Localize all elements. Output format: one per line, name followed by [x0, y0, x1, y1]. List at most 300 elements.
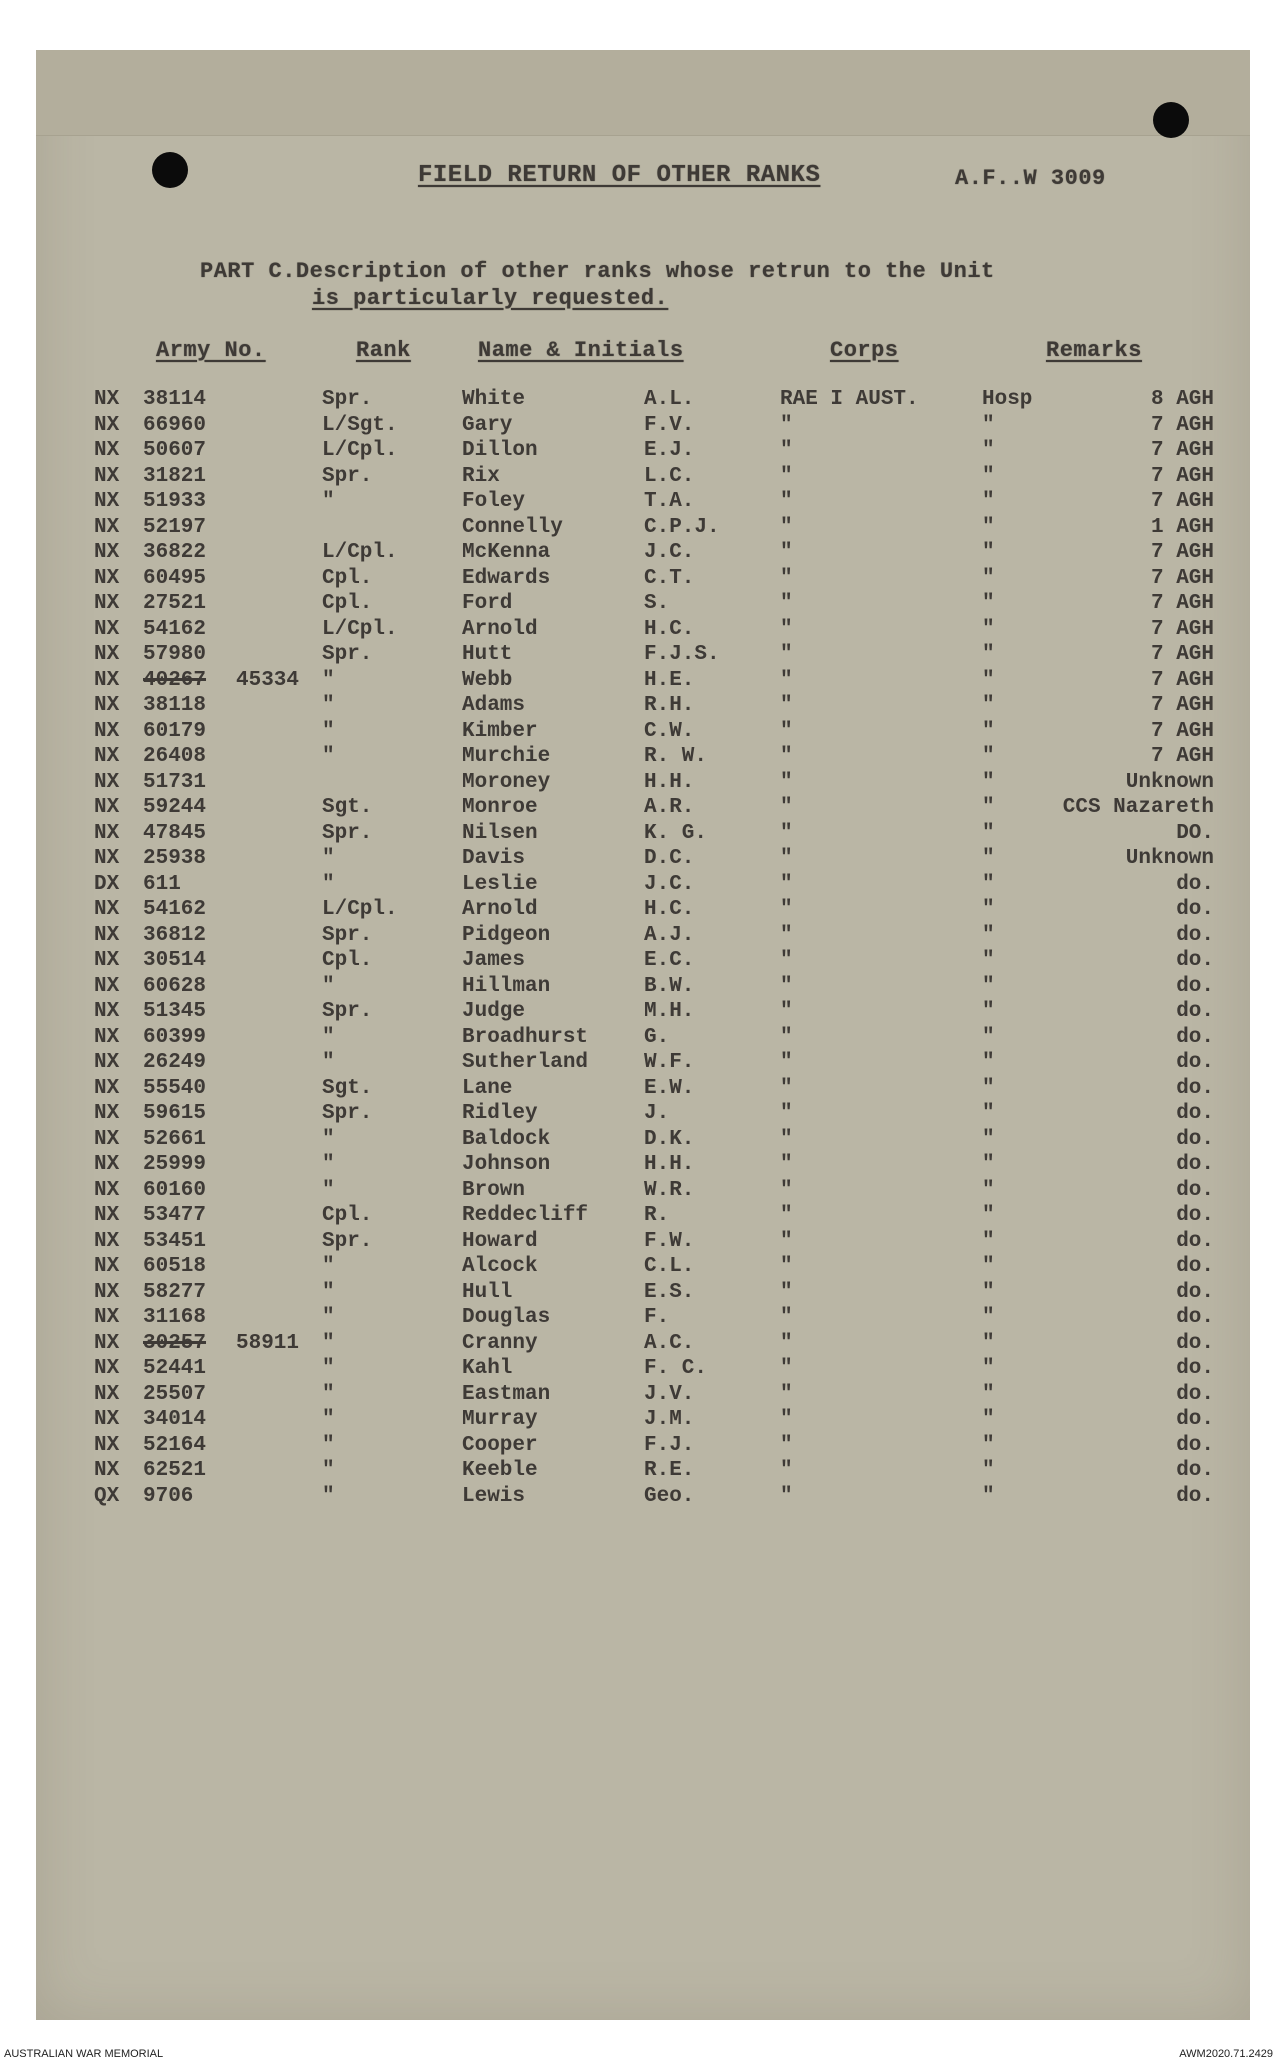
- army-number-cell: 52164: [143, 1433, 207, 1457]
- army-prefix-cell: NX: [94, 1382, 120, 1406]
- remarks-cell: do.: [1176, 1178, 1214, 1202]
- rank-cell: Spr.: [322, 643, 373, 666]
- army-number-cell: 60399: [143, 1025, 207, 1049]
- hospital-cell: ": [982, 872, 995, 896]
- army-number-cell: 51345: [143, 1000, 207, 1023]
- army-number-cell: 54162: [143, 898, 207, 921]
- surname-cell: Brown: [462, 1178, 526, 1202]
- remarks-cell: do.: [1176, 923, 1214, 947]
- table-row: [0, 1128, 1279, 1153]
- surname-cell: Douglas: [462, 1306, 551, 1329]
- army-prefix-cell: NX: [94, 1127, 120, 1151]
- rank-cell: Cpl.: [322, 949, 373, 972]
- rank-cell: Spr.: [322, 1229, 373, 1253]
- initials-cell: H.H.: [644, 770, 695, 794]
- rank-cell: Spr.: [322, 1102, 373, 1125]
- surname-cell: Murray: [462, 1408, 538, 1431]
- initials-cell: B.W.: [644, 974, 695, 998]
- army-prefix-cell: NX: [94, 541, 120, 564]
- surname-cell: Kahl: [462, 1357, 513, 1380]
- table-row: [0, 771, 1279, 796]
- corps-cell: ": [780, 796, 793, 819]
- initials-cell: J.V.: [644, 1382, 695, 1406]
- initials-cell: F.J.S.: [644, 643, 720, 666]
- surname-cell: Cooper: [462, 1433, 538, 1457]
- table-row: [0, 694, 1279, 719]
- hospital-cell: ": [982, 1331, 995, 1355]
- corps-cell: ": [780, 1102, 793, 1125]
- hospital-cell: ": [982, 1459, 995, 1482]
- army-number-cell: 51933: [143, 490, 207, 513]
- remarks-cell: 7 AGH: [1150, 719, 1214, 743]
- initials-cell: T.A.: [644, 490, 695, 513]
- initials-cell: D.K.: [644, 1127, 695, 1151]
- corps-cell: ": [780, 872, 793, 896]
- remarks-cell: 7 AGH: [1150, 566, 1214, 590]
- army-prefix-cell: NX: [94, 974, 120, 998]
- initials-cell: F. C.: [644, 1357, 708, 1380]
- corps-cell: ": [780, 1357, 793, 1380]
- initials-cell: E.J.: [644, 439, 695, 462]
- surname-cell: Pidgeon: [462, 923, 551, 947]
- table-row: [0, 1434, 1279, 1459]
- hospital-cell: ": [982, 1051, 995, 1074]
- rank-cell: Cpl.: [322, 592, 373, 615]
- army-number-cell: 52661: [143, 1127, 207, 1151]
- surname-cell: Ridley: [462, 1102, 538, 1125]
- rank-cell: ": [322, 974, 335, 998]
- corps-cell: ": [780, 1331, 793, 1355]
- army-prefix-cell: NX: [94, 490, 120, 513]
- remarks-cell: do.: [1176, 1484, 1214, 1508]
- remarks-cell: Unknown: [1125, 770, 1214, 794]
- corps-cell: ": [780, 617, 793, 641]
- hospital-cell: ": [982, 617, 995, 641]
- table-row: [0, 643, 1279, 668]
- rank-cell: ": [322, 847, 335, 870]
- army-prefix-cell: NX: [94, 617, 120, 641]
- surname-cell: Kimber: [462, 719, 538, 743]
- initials-cell: E.S.: [644, 1280, 695, 1304]
- rank-cell: ": [322, 1178, 335, 1202]
- initials-cell: H.E.: [644, 668, 695, 692]
- remarks-cell: 8 AGH: [1150, 388, 1214, 411]
- remarks-cell: do.: [1176, 1204, 1214, 1227]
- corps-cell: RAE I AUST.: [780, 388, 919, 411]
- table-row: [0, 618, 1279, 643]
- army-number-cell: 25999: [143, 1153, 207, 1176]
- rank-cell: L/Cpl.: [322, 617, 398, 641]
- corps-cell: ": [780, 515, 793, 539]
- army-number-cell: 25938: [143, 847, 207, 870]
- army-prefix-cell: NX: [94, 719, 120, 743]
- army-prefix-cell: NX: [94, 1204, 120, 1227]
- surname-cell: White: [462, 388, 526, 411]
- hospital-cell: ": [982, 1382, 995, 1406]
- initials-cell: D.C.: [644, 847, 695, 870]
- table-row: [0, 490, 1279, 515]
- table-row: [0, 541, 1279, 566]
- army-prefix-cell: NX: [94, 566, 120, 590]
- army-prefix-cell: NX: [94, 439, 120, 462]
- remarks-cell: do.: [1176, 1331, 1214, 1355]
- army-prefix-cell: NX: [94, 1102, 120, 1125]
- footer-accession-number: AWM2020.71.2429: [1179, 2048, 1273, 2060]
- army-number-cell: 53451: [143, 1229, 207, 1253]
- surname-cell: James: [462, 949, 526, 972]
- army-number-cell: 62521: [143, 1459, 207, 1482]
- rank-cell: Cpl.: [322, 566, 373, 590]
- rank-cell: ": [322, 694, 335, 717]
- corps-cell: ": [780, 1025, 793, 1049]
- rank-cell: ": [322, 872, 335, 896]
- rank-cell: Spr.: [322, 821, 373, 845]
- hospital-cell: ": [982, 668, 995, 692]
- remarks-cell: DO.: [1176, 821, 1214, 845]
- army-prefix-cell: NX: [94, 1178, 120, 1202]
- army-number-cell: 25507: [143, 1382, 207, 1406]
- corps-cell: ": [780, 1127, 793, 1151]
- initials-cell: R. W.: [644, 745, 708, 768]
- initials-cell: A.R.: [644, 796, 695, 819]
- hospital-cell: ": [982, 1076, 995, 1100]
- table-row: [0, 822, 1279, 847]
- surname-cell: Hillman: [462, 974, 551, 998]
- army-number-cell: 36822: [143, 541, 207, 564]
- corps-cell: ": [780, 898, 793, 921]
- rank-cell: L/Cpl.: [322, 541, 398, 564]
- table-row: [0, 1383, 1279, 1408]
- hospital-cell: ": [982, 719, 995, 743]
- initials-cell: R.: [644, 1204, 670, 1227]
- army-number-cell: 60160: [143, 1178, 207, 1202]
- remarks-cell: 7 AGH: [1150, 592, 1214, 615]
- hospital-cell: ": [982, 1306, 995, 1329]
- army-number-cell: 59244: [143, 796, 207, 819]
- rank-cell: Spr.: [322, 1000, 373, 1023]
- army-number-cell: 26249: [143, 1051, 207, 1074]
- surname-cell: Eastman: [462, 1382, 551, 1406]
- initials-cell: A.J.: [644, 923, 695, 947]
- table-row: [0, 1408, 1279, 1433]
- initials-cell: J.C.: [644, 541, 695, 564]
- remarks-cell: 7 AGH: [1150, 439, 1214, 462]
- remarks-cell: do.: [1176, 1382, 1214, 1406]
- hospital-cell: ": [982, 1484, 995, 1508]
- table-row: [0, 745, 1279, 770]
- army-prefix-cell: NX: [94, 694, 120, 717]
- army-prefix-cell: NX: [94, 1255, 120, 1278]
- army-number-cell: 51731: [143, 770, 207, 794]
- army-number-cell: 54162: [143, 617, 207, 641]
- army-prefix-cell: NX: [94, 1051, 120, 1074]
- column-header-rank: Rank: [356, 338, 411, 363]
- rank-cell: ": [322, 1433, 335, 1457]
- rank-cell: L/Cpl.: [322, 439, 398, 462]
- remarks-cell: do.: [1176, 1306, 1214, 1329]
- corps-cell: ": [780, 1000, 793, 1023]
- surname-cell: Moroney: [462, 770, 551, 794]
- rank-cell: ": [322, 1280, 335, 1304]
- hospital-cell: ": [982, 1025, 995, 1049]
- corps-cell: ": [780, 1153, 793, 1176]
- army-number-cell: 47845: [143, 821, 207, 845]
- table-row: [0, 1306, 1279, 1331]
- initials-cell: H.C.: [644, 898, 695, 921]
- rank-cell: ": [322, 1459, 335, 1482]
- corps-cell: ": [780, 1204, 793, 1227]
- corps-cell: ": [780, 643, 793, 666]
- table-row: [0, 1153, 1279, 1178]
- surname-cell: Edwards: [462, 566, 551, 590]
- initials-cell: L.C.: [644, 464, 695, 488]
- rank-cell: Cpl.: [322, 1204, 373, 1227]
- army-number-cell: 60628: [143, 974, 207, 998]
- army-number-cell: 31821: [143, 464, 207, 488]
- part-description-line2: is particularly requested.: [312, 286, 669, 311]
- remarks-cell: 7 AGH: [1150, 464, 1214, 488]
- army-prefix-cell: NX: [94, 1459, 120, 1482]
- initials-cell: J.: [644, 1102, 670, 1125]
- hospital-cell: ": [982, 1178, 995, 1202]
- hospital-cell: ": [982, 439, 995, 462]
- initials-cell: G.: [644, 1025, 670, 1049]
- rank-cell: ": [322, 668, 335, 692]
- hospital-cell: ": [982, 1408, 995, 1431]
- rank-cell: Sgt.: [322, 1076, 373, 1100]
- table-row: [0, 465, 1279, 490]
- army-prefix-cell: NX: [94, 1280, 120, 1304]
- initials-cell: H.C.: [644, 617, 695, 641]
- remarks-cell: do.: [1176, 898, 1214, 921]
- surname-cell: Adams: [462, 694, 526, 717]
- initials-cell: W.R.: [644, 1178, 695, 1202]
- hospital-cell: ": [982, 1433, 995, 1457]
- hospital-cell: ": [982, 847, 995, 870]
- hospital-cell: Hosp: [982, 388, 1033, 411]
- surname-cell: Alcock: [462, 1255, 538, 1278]
- hospital-cell: ": [982, 464, 995, 488]
- army-prefix-cell: NX: [94, 796, 120, 819]
- corps-cell: ": [780, 1433, 793, 1457]
- column-header-corps: Corps: [830, 338, 899, 363]
- table-row: [0, 720, 1279, 745]
- remarks-cell: do.: [1176, 1127, 1214, 1151]
- hospital-cell: ": [982, 643, 995, 666]
- surname-cell: Leslie: [462, 872, 538, 896]
- initials-cell: M.H.: [644, 1000, 695, 1023]
- rank-cell: ": [322, 1484, 335, 1508]
- army-prefix-cell: DX: [94, 872, 120, 896]
- table-row: [0, 1077, 1279, 1102]
- hospital-cell: ": [982, 1153, 995, 1176]
- initials-cell: A.L.: [644, 388, 695, 411]
- army-prefix-cell: NX: [94, 1331, 120, 1355]
- corps-cell: ": [780, 592, 793, 615]
- remarks-cell: 7 AGH: [1150, 668, 1214, 692]
- remarks-cell: 7 AGH: [1150, 745, 1214, 768]
- hospital-cell: ": [982, 694, 995, 717]
- remarks-cell: do.: [1176, 1433, 1214, 1457]
- remarks-cell: do.: [1176, 1076, 1214, 1100]
- table-row: [0, 414, 1279, 439]
- hospital-cell: ": [982, 745, 995, 768]
- surname-cell: Broadhurst: [462, 1025, 589, 1049]
- initials-cell: C.L.: [644, 1255, 695, 1278]
- army-number-cell: 50607: [143, 439, 207, 462]
- table-row: [0, 1230, 1279, 1255]
- remarks-cell: CCS Nazareth: [1062, 796, 1214, 819]
- hospital-cell: ": [982, 949, 995, 972]
- rank-cell: Spr.: [322, 388, 373, 411]
- hospital-cell: ": [982, 796, 995, 819]
- army-number-cell: 60179: [143, 719, 207, 743]
- initials-cell: A.C.: [644, 1331, 695, 1355]
- corps-cell: ": [780, 949, 793, 972]
- hospital-cell: ": [982, 413, 995, 437]
- rank-cell: L/Cpl.: [322, 898, 398, 921]
- hospital-cell: ": [982, 1204, 995, 1227]
- remarks-cell: do.: [1176, 872, 1214, 896]
- army-prefix-cell: NX: [94, 898, 120, 921]
- hospital-cell: ": [982, 1357, 995, 1380]
- army-number-cell: 55540: [143, 1076, 207, 1100]
- army-number-cell: 26408: [143, 745, 207, 768]
- hospital-cell: ": [982, 1280, 995, 1304]
- army-prefix-cell: NX: [94, 643, 120, 666]
- remarks-cell: do.: [1176, 1459, 1214, 1482]
- army-number-cell: 9706: [143, 1484, 194, 1508]
- corps-cell: ": [780, 1255, 793, 1278]
- army-prefix-cell: NX: [94, 770, 120, 794]
- corps-cell: ": [780, 821, 793, 845]
- corps-cell: ": [780, 1459, 793, 1482]
- surname-cell: Hutt: [462, 643, 513, 666]
- corps-cell: ": [780, 566, 793, 590]
- rank-cell: Spr.: [322, 464, 373, 488]
- form-number: A.F..W 3009: [955, 166, 1106, 191]
- table-row: [0, 567, 1279, 592]
- army-prefix-cell: NX: [94, 464, 120, 488]
- hospital-cell: ": [982, 770, 995, 794]
- surname-cell: Arnold: [462, 898, 538, 921]
- surname-cell: Gary: [462, 413, 513, 437]
- table-row: [0, 439, 1279, 464]
- remarks-cell: do.: [1176, 1357, 1214, 1380]
- initials-cell: E.W.: [644, 1076, 695, 1100]
- remarks-cell: do.: [1176, 1255, 1214, 1278]
- army-number-cell: 30257: [143, 1331, 207, 1355]
- remarks-cell: do.: [1176, 1102, 1214, 1125]
- footer-institution: AUSTRALIAN WAR MEMORIAL: [4, 2048, 164, 2060]
- hospital-cell: ": [982, 1102, 995, 1125]
- army-number-cell: 52197: [143, 515, 207, 539]
- army-number-cell: 36812: [143, 923, 207, 947]
- remarks-cell: 7 AGH: [1150, 413, 1214, 437]
- army-prefix-cell: NX: [94, 1076, 120, 1100]
- initials-cell: F.W.: [644, 1229, 695, 1253]
- army-prefix-cell: NX: [94, 1153, 120, 1176]
- surname-cell: Lewis: [462, 1484, 526, 1508]
- remarks-cell: do.: [1176, 1000, 1214, 1023]
- corps-cell: ": [780, 1408, 793, 1431]
- initials-cell: F.: [644, 1306, 670, 1329]
- initials-cell: C.P.J.: [644, 515, 720, 539]
- table-row: [0, 388, 1279, 413]
- initials-cell: K. G.: [644, 821, 708, 845]
- surname-cell: Lane: [462, 1076, 513, 1100]
- corps-cell: ": [780, 1051, 793, 1074]
- table-row: [0, 1000, 1279, 1025]
- remarks-cell: do.: [1176, 1229, 1214, 1253]
- table-row: [0, 847, 1279, 872]
- surname-cell: Dillon: [462, 439, 538, 462]
- surname-cell: Baldock: [462, 1127, 551, 1151]
- surname-cell: Johnson: [462, 1153, 551, 1176]
- army-number-cell: 27521: [143, 592, 207, 615]
- corps-cell: ": [780, 745, 793, 768]
- remarks-cell: Unknown: [1125, 847, 1214, 870]
- table-row: [0, 975, 1279, 1000]
- table-row: [0, 1255, 1279, 1280]
- surname-cell: Howard: [462, 1229, 538, 1253]
- initials-cell: S.: [644, 592, 670, 615]
- table-row: [0, 592, 1279, 617]
- hospital-cell: ": [982, 1229, 995, 1253]
- army-number-cell: 59615: [143, 1102, 207, 1125]
- army-prefix-cell: NX: [94, 821, 120, 845]
- table-row: [0, 949, 1279, 974]
- corps-cell: ": [780, 770, 793, 794]
- column-header-remarks: Remarks: [1046, 338, 1142, 363]
- army-number-correction-cell: 45334: [236, 668, 300, 692]
- table-row: [0, 1332, 1279, 1357]
- army-number-cell: 30514: [143, 949, 207, 972]
- remarks-cell: do.: [1176, 949, 1214, 972]
- army-prefix-cell: NX: [94, 1306, 120, 1329]
- surname-cell: Keeble: [462, 1459, 538, 1482]
- table-row: [0, 924, 1279, 949]
- surname-cell: Cranny: [462, 1331, 538, 1355]
- army-prefix-cell: NX: [94, 1025, 120, 1049]
- army-number-cell: 611: [143, 872, 181, 896]
- army-prefix-cell: NX: [94, 1433, 120, 1457]
- remarks-cell: do.: [1176, 1025, 1214, 1049]
- table-row: [0, 1102, 1279, 1127]
- corps-cell: ": [780, 464, 793, 488]
- hospital-cell: ": [982, 898, 995, 921]
- surname-cell: Judge: [462, 1000, 526, 1023]
- army-number-cell: 60495: [143, 566, 207, 590]
- rank-cell: ": [322, 1306, 335, 1329]
- corps-cell: ": [780, 668, 793, 692]
- army-number-cell: 52441: [143, 1357, 207, 1380]
- remarks-cell: 7 AGH: [1150, 694, 1214, 717]
- rank-cell: ": [322, 1357, 335, 1380]
- part-description-line1: PART C.Description of other ranks whose retrun to the Unit: [200, 259, 995, 284]
- rank-cell: ": [322, 1025, 335, 1049]
- initials-cell: J.M.: [644, 1408, 695, 1431]
- surname-cell: Ford: [462, 592, 513, 615]
- table-row: [0, 898, 1279, 923]
- corps-cell: ": [780, 413, 793, 437]
- army-number-cell: 34014: [143, 1408, 207, 1431]
- corps-cell: ": [780, 847, 793, 870]
- initials-cell: Geo.: [644, 1484, 695, 1508]
- remarks-cell: do.: [1176, 1153, 1214, 1176]
- table-row: [0, 1485, 1279, 1510]
- corps-cell: ": [780, 1229, 793, 1253]
